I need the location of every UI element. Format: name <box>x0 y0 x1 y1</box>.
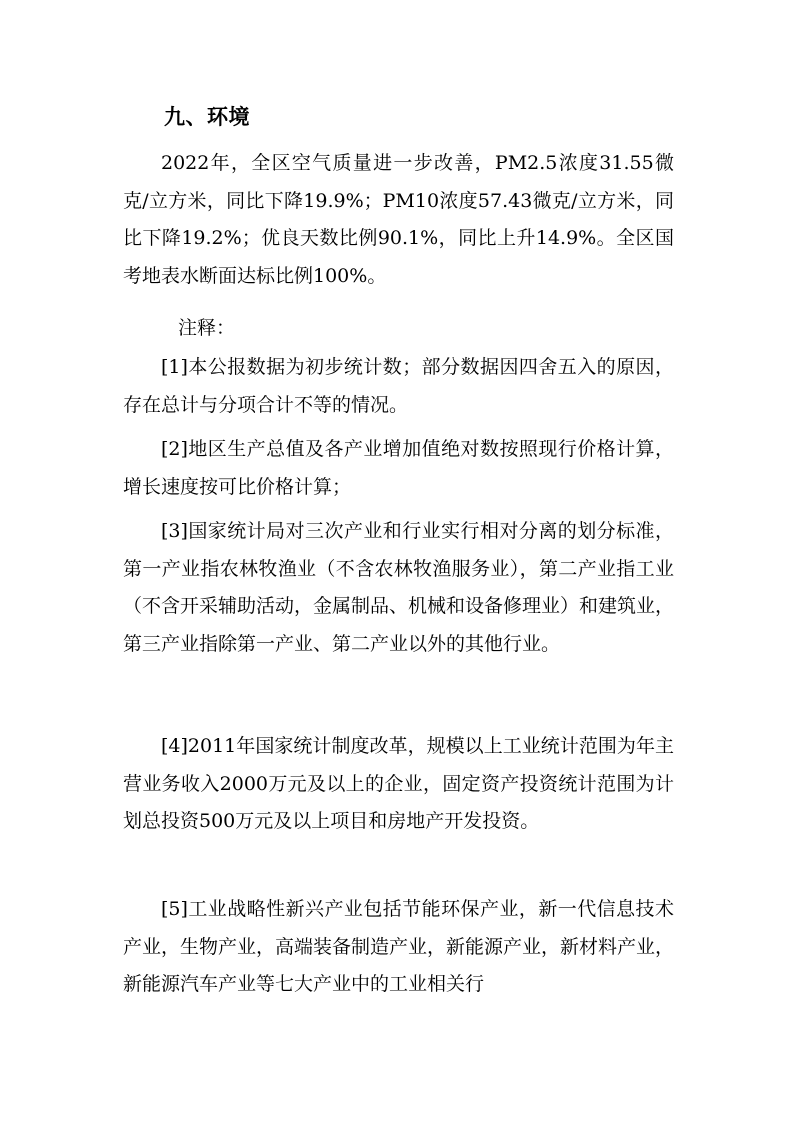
note-item-5: [5]工业战略性新兴产业包括节能环保产业，新一代信息技术产业，生物产业，高端装备制造产业，新能源产业，新材料产业，新能源汽车产业等七大产业中的工业相关行 <box>123 898 675 996</box>
note-item-4: [4]2011年国家统计制度改革，规模以上工业统计范围为年主营业务收入2000万元及以上的企业，固定资产投资统计范围为计划总投资500万元及以上项目和房地产开发投资。 <box>123 735 674 833</box>
environment-paragraph: 2022年，全区空气质量进一步改善，PM2.5浓度31.55微克/立方米，同比下降19.9%；PM10浓度57.43微克/立方米，同比下降19.2%；优良天数比例90.1%，同比上升14.9%。全区国考地表水断面达标比例100%。 <box>123 152 674 287</box>
note-item-3: [3]国家统计局对三次产业和行业实行相对分离的划分标准，第一产业指农林牧渔业（不含农林牧渔服务业），第二产业指工业（不含开采辅助活动，金属制品、机械和设备修理业）和建筑业，第三产业指除第一产业、第二产业以外的其他行业。 <box>123 520 675 655</box>
notes-label: 注释： <box>178 317 236 339</box>
note-item-1: [1]本公报数据为初步统计数；部分数据因四舍五入的原因，存在总计与分项合计不等的情况。 <box>123 356 674 416</box>
section-heading: 九、环境 <box>164 105 250 129</box>
note-item-2: [2]地区生产总值及各产业增加值绝对数按照现行价格计算，增长速度按可比价格计算； <box>123 438 674 498</box>
